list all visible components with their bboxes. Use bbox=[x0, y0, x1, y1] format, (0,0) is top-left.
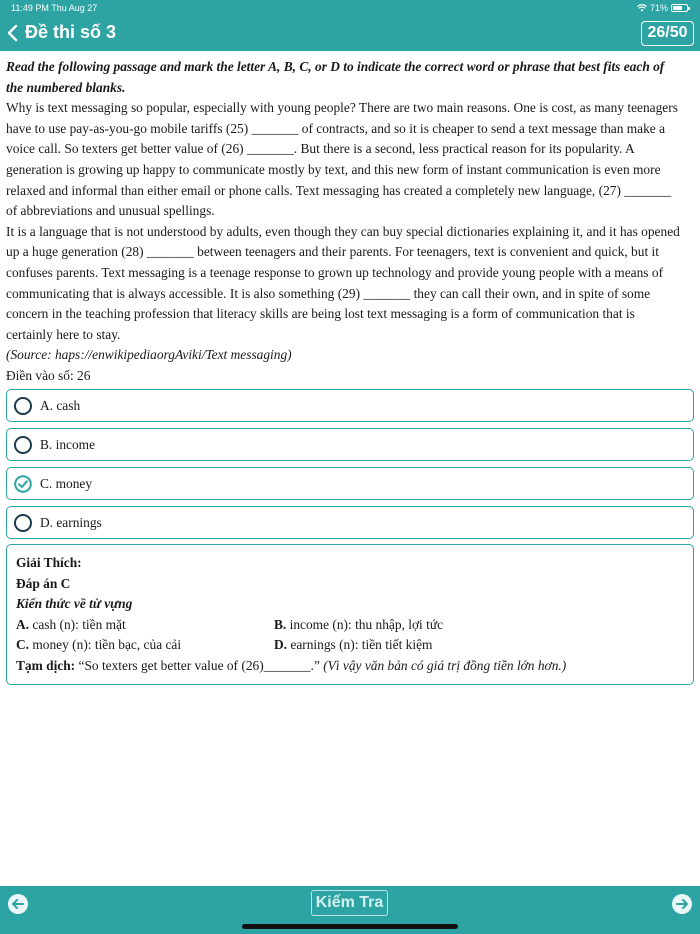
option-c[interactable] bbox=[6, 467, 694, 500]
source-citation: (Source: haps://enwikipediaorgAviki/Text messaging) bbox=[6, 347, 292, 363]
top-bar bbox=[0, 0, 700, 51]
vocab-row-1: A. cash (n): tiền mặt B. income (n): thu nhập, lợi tức bbox=[16, 616, 444, 632]
page-title: Đề thi số 3 bbox=[25, 22, 117, 42]
check-button[interactable]: Kiểm Tra bbox=[311, 890, 388, 916]
status-right bbox=[637, 3, 688, 13]
battery-percent: 71% bbox=[649, 3, 668, 13]
explanation-answer: Đáp án C bbox=[16, 575, 71, 591]
option-label: D. earnings bbox=[40, 515, 102, 530]
battery-fill bbox=[673, 6, 682, 10]
paragraph-2: It is a language that is not understood by adults, even though they can buy special dictionaries explaining it, and it has opened up a huge generation (28) _______ between teenagers and their parents. For teenagers, text is convenient and quick, but it confuses parents. Text messaging is a teenage response to grown up technology and provide young people with a means of communicating that is always accessible. It is also something (29) _______ they can call their own, and in spite of some concern in the teaching profession that literacy skills are being lost text messaging is a form of communication that is certainly here to stay. bbox=[6, 223, 680, 342]
passage bbox=[6, 57, 696, 387]
question-counter: 26/50 bbox=[641, 21, 694, 46]
wifi-icon bbox=[637, 4, 647, 12]
option-d[interactable] bbox=[6, 506, 694, 539]
option-a[interactable] bbox=[6, 389, 694, 422]
home-indicator bbox=[242, 924, 458, 929]
translation: Tạm dịch: “So texters get better value of (26)_______.” (Vì vậy văn bản có giá trị đồng tiền lớn hơn.) bbox=[16, 657, 567, 673]
option-b[interactable] bbox=[6, 428, 694, 461]
answer-options bbox=[6, 389, 694, 545]
bottom-bar bbox=[0, 886, 700, 934]
back-chevron-icon[interactable] bbox=[4, 22, 22, 44]
next-arrow-icon[interactable] bbox=[671, 893, 693, 915]
fill-label: Điền vào số: 26 bbox=[6, 367, 91, 383]
status-bar bbox=[0, 0, 700, 17]
prev-arrow-icon[interactable] bbox=[7, 893, 29, 915]
option-label: B. income bbox=[40, 437, 96, 452]
explanation-title: Giải Thích: bbox=[16, 555, 82, 570]
vocab-row-2: C. money (n): tiền bạc, của cải D. earnings (n): tiền tiết kiệm bbox=[16, 637, 433, 653]
explanation-topic: Kiến thức về từ vựng bbox=[16, 596, 133, 612]
option-label: C. money bbox=[40, 476, 93, 491]
explanation-box bbox=[6, 544, 694, 685]
check-circle-icon bbox=[14, 475, 32, 493]
instruction: Read the following passage and mark the letter A, B, C, or D to indicate the correct word or phrase that best fits each of the numbered blanks. bbox=[6, 59, 665, 95]
status-time: 11:49 PM Thu Aug 27 bbox=[11, 3, 98, 13]
option-label: A. cash bbox=[40, 398, 81, 413]
battery-icon bbox=[671, 4, 688, 12]
radio-icon bbox=[14, 397, 32, 415]
radio-icon bbox=[14, 436, 32, 454]
paragraph-1: Why is text messaging so popular, especially with young people? There are two main reasons. One is cost, as many teenagers have to use pay-as-you-go mobile tariffs (25) _______ of contracts, and so it is cheaper to send a text message than make a voice call. So texters get better value of (26) _______. But there is a second, less practical reason for its popularity. A generation is growing up happy to communicate mostly by text, and this new form of instant communication is even more relaxed and informal than either email or phone calls. Text messaging has created a completely new language, (27) _______ of abbreviations and unusual spellings. bbox=[6, 100, 678, 219]
radio-icon bbox=[14, 514, 32, 532]
